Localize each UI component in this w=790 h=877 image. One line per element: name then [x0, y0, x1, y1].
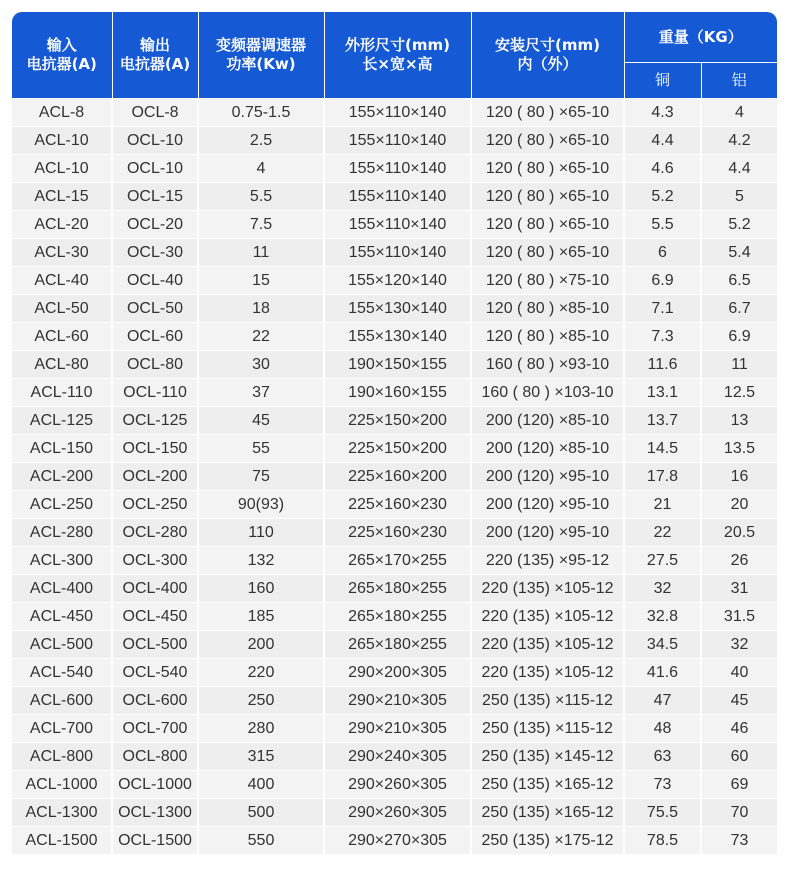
- reactor-spec-table: [12, 12, 777, 855]
- mounting-dim-cell: 120 ( 80 ) ×65-10: [471, 99, 624, 127]
- aluminum-weight-cell: 73: [701, 827, 777, 855]
- mounting-dim-cell: 220 (135) ×95-12: [471, 547, 624, 575]
- power-cell: 7.5: [198, 211, 324, 239]
- mounting-dim-cell: 250 (135) ×115-12: [471, 715, 624, 743]
- copper-weight-cell: 4.4: [624, 127, 701, 155]
- table-row: [12, 743, 777, 771]
- mounting-dim-cell: 200 (120) ×85-10: [471, 407, 624, 435]
- copper-weight-cell: 5.5: [624, 211, 701, 239]
- copper-weight-cell: 6: [624, 239, 701, 267]
- aluminum-weight-cell: 46: [701, 715, 777, 743]
- mounting-dim-cell: 120 ( 80 ) ×85-10: [471, 323, 624, 351]
- header-inverter-power-line2: 功率(Kw): [226, 55, 296, 73]
- mounting-dim-cell: 120 ( 80 ) ×75-10: [471, 267, 624, 295]
- table-row: [12, 267, 777, 295]
- outline-dim-cell: 155×110×140: [324, 99, 471, 127]
- header-output-reactor: [112, 12, 198, 99]
- aluminum-weight-cell: 60: [701, 743, 777, 771]
- mounting-dim-cell: 200 (120) ×95-10: [471, 463, 624, 491]
- input-reactor-cell: ACL-600: [12, 687, 112, 715]
- input-reactor-cell: ACL-800: [12, 743, 112, 771]
- copper-weight-cell: 32.8: [624, 603, 701, 631]
- outline-dim-cell: 265×170×255: [324, 547, 471, 575]
- input-reactor-cell: ACL-15: [12, 183, 112, 211]
- power-cell: 5.5: [198, 183, 324, 211]
- input-reactor-cell: ACL-1300: [12, 799, 112, 827]
- input-reactor-cell: ACL-400: [12, 575, 112, 603]
- output-reactor-cell: OCL-200: [112, 463, 198, 491]
- aluminum-weight-cell: 6.7: [701, 295, 777, 323]
- output-reactor-cell: OCL-150: [112, 435, 198, 463]
- header-output-reactor-line1: 输出: [139, 36, 170, 54]
- power-cell: 185: [198, 603, 324, 631]
- power-cell: 55: [198, 435, 324, 463]
- output-reactor-cell: OCL-300: [112, 547, 198, 575]
- power-cell: 250: [198, 687, 324, 715]
- header-outline-dimensions-line1: 外形尺寸(mm): [345, 36, 450, 54]
- table-row: [12, 687, 777, 715]
- output-reactor-cell: OCL-700: [112, 715, 198, 743]
- mounting-dim-cell: 220 (135) ×105-12: [471, 631, 624, 659]
- copper-weight-cell: 13.1: [624, 379, 701, 407]
- power-cell: 500: [198, 799, 324, 827]
- aluminum-weight-cell: 5: [701, 183, 777, 211]
- output-reactor-cell: OCL-1500: [112, 827, 198, 855]
- header-input-reactor: [12, 12, 112, 99]
- power-cell: 45: [198, 407, 324, 435]
- table-row: [12, 99, 777, 127]
- table-row: [12, 407, 777, 435]
- copper-weight-cell: 73: [624, 771, 701, 799]
- header-inverter-power: [198, 12, 324, 99]
- outline-dim-cell: 265×180×255: [324, 631, 471, 659]
- power-cell: 315: [198, 743, 324, 771]
- input-reactor-cell: ACL-60: [12, 323, 112, 351]
- table-row: [12, 183, 777, 211]
- output-reactor-cell: OCL-500: [112, 631, 198, 659]
- aluminum-weight-cell: 5.2: [701, 211, 777, 239]
- input-reactor-cell: ACL-500: [12, 631, 112, 659]
- output-reactor-cell: OCL-450: [112, 603, 198, 631]
- output-reactor-cell: OCL-280: [112, 519, 198, 547]
- mounting-dim-cell: 160 ( 80 ) ×93-10: [471, 351, 624, 379]
- power-cell: 75: [198, 463, 324, 491]
- table-row: [12, 659, 777, 687]
- power-cell: 22: [198, 323, 324, 351]
- output-reactor-cell: OCL-10: [112, 127, 198, 155]
- input-reactor-cell: ACL-540: [12, 659, 112, 687]
- output-reactor-cell: OCL-60: [112, 323, 198, 351]
- aluminum-weight-cell: 31: [701, 575, 777, 603]
- input-reactor-cell: ACL-80: [12, 351, 112, 379]
- copper-weight-cell: 41.6: [624, 659, 701, 687]
- mounting-dim-cell: 220 (135) ×105-12: [471, 603, 624, 631]
- aluminum-weight-cell: 32: [701, 631, 777, 659]
- outline-dim-cell: 290×270×305: [324, 827, 471, 855]
- outline-dim-cell: 155×130×140: [324, 295, 471, 323]
- table-header: [12, 12, 777, 99]
- header-aluminum: 铝: [701, 63, 777, 99]
- copper-weight-cell: 32: [624, 575, 701, 603]
- table-row: [12, 351, 777, 379]
- copper-weight-cell: 14.5: [624, 435, 701, 463]
- power-cell: 132: [198, 547, 324, 575]
- copper-weight-cell: 6.9: [624, 267, 701, 295]
- power-cell: 30: [198, 351, 324, 379]
- aluminum-weight-cell: 26: [701, 547, 777, 575]
- output-reactor-cell: OCL-30: [112, 239, 198, 267]
- mounting-dim-cell: 250 (135) ×115-12: [471, 687, 624, 715]
- mounting-dim-cell: 120 ( 80 ) ×65-10: [471, 155, 624, 183]
- table-body: [12, 99, 777, 855]
- outline-dim-cell: 225×160×230: [324, 519, 471, 547]
- aluminum-weight-cell: 20.5: [701, 519, 777, 547]
- output-reactor-cell: OCL-80: [112, 351, 198, 379]
- output-reactor-cell: OCL-250: [112, 491, 198, 519]
- reactor-spec-table-container: [12, 12, 777, 855]
- power-cell: 200: [198, 631, 324, 659]
- output-reactor-cell: OCL-1300: [112, 799, 198, 827]
- input-reactor-cell: ACL-125: [12, 407, 112, 435]
- aluminum-weight-cell: 70: [701, 799, 777, 827]
- outline-dim-cell: 155×130×140: [324, 323, 471, 351]
- power-cell: 110: [198, 519, 324, 547]
- outline-dim-cell: 155×110×140: [324, 211, 471, 239]
- outline-dim-cell: 290×200×305: [324, 659, 471, 687]
- outline-dim-cell: 225×150×200: [324, 407, 471, 435]
- mounting-dim-cell: 120 ( 80 ) ×65-10: [471, 239, 624, 267]
- aluminum-weight-cell: 31.5: [701, 603, 777, 631]
- power-cell: 220: [198, 659, 324, 687]
- output-reactor-cell: OCL-8: [112, 99, 198, 127]
- header-mounting-dimensions-line2: 内（外）: [517, 55, 578, 73]
- input-reactor-cell: ACL-300: [12, 547, 112, 575]
- outline-dim-cell: 155×110×140: [324, 155, 471, 183]
- table-row: [12, 631, 777, 659]
- table-row: [12, 771, 777, 799]
- copper-weight-cell: 34.5: [624, 631, 701, 659]
- table-row: [12, 379, 777, 407]
- table-row: [12, 239, 777, 267]
- table-row: [12, 827, 777, 855]
- power-cell: 2.5: [198, 127, 324, 155]
- input-reactor-cell: ACL-30: [12, 239, 112, 267]
- outline-dim-cell: 155×110×140: [324, 127, 471, 155]
- input-reactor-cell: ACL-250: [12, 491, 112, 519]
- input-reactor-cell: ACL-700: [12, 715, 112, 743]
- aluminum-weight-cell: 4.2: [701, 127, 777, 155]
- table-row: [12, 519, 777, 547]
- mounting-dim-cell: 200 (120) ×95-10: [471, 519, 624, 547]
- header-mounting-dimensions: [471, 12, 624, 99]
- table-row: [12, 547, 777, 575]
- copper-weight-cell: 47: [624, 687, 701, 715]
- input-reactor-cell: ACL-40: [12, 267, 112, 295]
- power-cell: 15: [198, 267, 324, 295]
- aluminum-weight-cell: 4: [701, 99, 777, 127]
- copper-weight-cell: 78.5: [624, 827, 701, 855]
- aluminum-weight-cell: 6.5: [701, 267, 777, 295]
- table-row: [12, 155, 777, 183]
- header-input-reactor-line1: 输入: [46, 36, 77, 54]
- outline-dim-cell: 290×260×305: [324, 771, 471, 799]
- aluminum-weight-cell: 69: [701, 771, 777, 799]
- outline-dim-cell: 265×180×255: [324, 575, 471, 603]
- output-reactor-cell: OCL-600: [112, 687, 198, 715]
- copper-weight-cell: 7.3: [624, 323, 701, 351]
- copper-weight-cell: 13.7: [624, 407, 701, 435]
- header-inverter-power-line1: 变频器调速器: [215, 36, 306, 54]
- header-mounting-dimensions-line1: 安装尺寸(mm): [495, 36, 600, 54]
- table-row: [12, 799, 777, 827]
- outline-dim-cell: 290×210×305: [324, 715, 471, 743]
- outline-dim-cell: 265×180×255: [324, 603, 471, 631]
- copper-weight-cell: 63: [624, 743, 701, 771]
- input-reactor-cell: ACL-200: [12, 463, 112, 491]
- output-reactor-cell: OCL-20: [112, 211, 198, 239]
- mounting-dim-cell: 160 ( 80 ) ×103-10: [471, 379, 624, 407]
- aluminum-weight-cell: 20: [701, 491, 777, 519]
- power-cell: 280: [198, 715, 324, 743]
- input-reactor-cell: ACL-450: [12, 603, 112, 631]
- aluminum-weight-cell: 16: [701, 463, 777, 491]
- header-copper: 铜: [624, 63, 701, 99]
- power-cell: 160: [198, 575, 324, 603]
- mounting-dim-cell: 200 (120) ×95-10: [471, 491, 624, 519]
- input-reactor-cell: ACL-50: [12, 295, 112, 323]
- table-row: [12, 603, 777, 631]
- output-reactor-cell: OCL-15: [112, 183, 198, 211]
- aluminum-weight-cell: 11: [701, 351, 777, 379]
- input-reactor-cell: ACL-280: [12, 519, 112, 547]
- mounting-dim-cell: 120 ( 80 ) ×85-10: [471, 295, 624, 323]
- table-row: [12, 463, 777, 491]
- input-reactor-cell: ACL-10: [12, 127, 112, 155]
- mounting-dim-cell: 250 (135) ×145-12: [471, 743, 624, 771]
- outline-dim-cell: 190×160×155: [324, 379, 471, 407]
- table-row: [12, 435, 777, 463]
- aluminum-weight-cell: 13.5: [701, 435, 777, 463]
- aluminum-weight-cell: 12.5: [701, 379, 777, 407]
- input-reactor-cell: ACL-20: [12, 211, 112, 239]
- power-cell: 400: [198, 771, 324, 799]
- power-cell: 550: [198, 827, 324, 855]
- power-cell: 18: [198, 295, 324, 323]
- input-reactor-cell: ACL-8: [12, 99, 112, 127]
- output-reactor-cell: OCL-125: [112, 407, 198, 435]
- mounting-dim-cell: 200 (120) ×85-10: [471, 435, 624, 463]
- table-row: [12, 211, 777, 239]
- copper-weight-cell: 21: [624, 491, 701, 519]
- outline-dim-cell: 225×160×230: [324, 491, 471, 519]
- power-cell: 90(93): [198, 491, 324, 519]
- output-reactor-cell: OCL-40: [112, 267, 198, 295]
- copper-weight-cell: 22: [624, 519, 701, 547]
- copper-weight-cell: 75.5: [624, 799, 701, 827]
- output-reactor-cell: OCL-800: [112, 743, 198, 771]
- outline-dim-cell: 225×150×200: [324, 435, 471, 463]
- output-reactor-cell: OCL-50: [112, 295, 198, 323]
- mounting-dim-cell: 250 (135) ×175-12: [471, 827, 624, 855]
- header-outline-dimensions: [324, 12, 471, 99]
- outline-dim-cell: 225×160×200: [324, 463, 471, 491]
- power-cell: 4: [198, 155, 324, 183]
- power-cell: 11: [198, 239, 324, 267]
- aluminum-weight-cell: 45: [701, 687, 777, 715]
- copper-weight-cell: 4.6: [624, 155, 701, 183]
- output-reactor-cell: OCL-400: [112, 575, 198, 603]
- header-output-reactor-line2: 电抗器(A): [119, 55, 191, 73]
- copper-weight-cell: 7.1: [624, 295, 701, 323]
- header-outline-dimensions-line2: 长×宽×高: [362, 55, 433, 73]
- output-reactor-cell: OCL-1000: [112, 771, 198, 799]
- outline-dim-cell: 155×110×140: [324, 183, 471, 211]
- power-cell: 0.75-1.5: [198, 99, 324, 127]
- table-row: [12, 295, 777, 323]
- input-reactor-cell: ACL-110: [12, 379, 112, 407]
- mounting-dim-cell: 120 ( 80 ) ×65-10: [471, 183, 624, 211]
- mounting-dim-cell: 120 ( 80 ) ×65-10: [471, 211, 624, 239]
- output-reactor-cell: OCL-540: [112, 659, 198, 687]
- aluminum-weight-cell: 40: [701, 659, 777, 687]
- mounting-dim-cell: 220 (135) ×105-12: [471, 659, 624, 687]
- copper-weight-cell: 11.6: [624, 351, 701, 379]
- table-row: [12, 491, 777, 519]
- copper-weight-cell: 4.3: [624, 99, 701, 127]
- mounting-dim-cell: 250 (135) ×165-12: [471, 771, 624, 799]
- input-reactor-cell: ACL-10: [12, 155, 112, 183]
- aluminum-weight-cell: 13: [701, 407, 777, 435]
- input-reactor-cell: ACL-1500: [12, 827, 112, 855]
- output-reactor-cell: OCL-110: [112, 379, 198, 407]
- outline-dim-cell: 290×210×305: [324, 687, 471, 715]
- copper-weight-cell: 48: [624, 715, 701, 743]
- aluminum-weight-cell: 5.4: [701, 239, 777, 267]
- input-reactor-cell: ACL-150: [12, 435, 112, 463]
- outline-dim-cell: 290×240×305: [324, 743, 471, 771]
- table-row: [12, 127, 777, 155]
- input-reactor-cell: ACL-1000: [12, 771, 112, 799]
- outline-dim-cell: 155×110×140: [324, 239, 471, 267]
- table-row: [12, 323, 777, 351]
- header-weight: 重量（KG）: [624, 12, 777, 63]
- table-row: [12, 575, 777, 603]
- header-input-reactor-line2: 电抗器(A): [26, 55, 97, 73]
- aluminum-weight-cell: 4.4: [701, 155, 777, 183]
- outline-dim-cell: 290×260×305: [324, 799, 471, 827]
- mounting-dim-cell: 220 (135) ×105-12: [471, 575, 624, 603]
- outline-dim-cell: 155×120×140: [324, 267, 471, 295]
- mounting-dim-cell: 250 (135) ×165-12: [471, 799, 624, 827]
- table-row: [12, 715, 777, 743]
- aluminum-weight-cell: 6.9: [701, 323, 777, 351]
- mounting-dim-cell: 120 ( 80 ) ×65-10: [471, 127, 624, 155]
- copper-weight-cell: 27.5: [624, 547, 701, 575]
- output-reactor-cell: OCL-10: [112, 155, 198, 183]
- power-cell: 37: [198, 379, 324, 407]
- copper-weight-cell: 17.8: [624, 463, 701, 491]
- copper-weight-cell: 5.2: [624, 183, 701, 211]
- outline-dim-cell: 190×150×155: [324, 351, 471, 379]
